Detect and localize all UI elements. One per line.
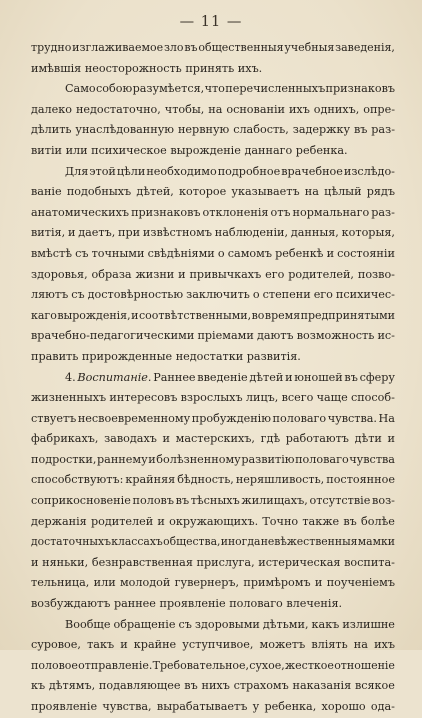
word: чувства, bbox=[102, 700, 152, 713]
word: ихъ bbox=[374, 638, 395, 652]
word: достаточныхъ bbox=[31, 535, 111, 549]
word: что bbox=[204, 82, 225, 96]
word: ляютъ bbox=[31, 288, 69, 302]
word: на bbox=[304, 185, 319, 199]
word: болѣзненному bbox=[156, 452, 241, 466]
word: чтобы, bbox=[164, 102, 205, 116]
word: дѣтей, bbox=[136, 185, 174, 199]
word: обращеніе bbox=[113, 617, 176, 631]
word: данныя, bbox=[290, 226, 339, 240]
word: къ bbox=[31, 679, 46, 693]
word: даетъ, bbox=[78, 226, 116, 240]
word: Воспитаніе. bbox=[77, 370, 152, 384]
word: предпринятыми bbox=[300, 308, 395, 322]
text-line bbox=[31, 676, 395, 697]
word: анатомическихъ bbox=[31, 205, 130, 219]
word: психическое bbox=[91, 143, 167, 157]
word: наблюденіи, bbox=[214, 226, 289, 240]
word: и bbox=[148, 452, 156, 466]
page-body-text bbox=[31, 38, 395, 718]
word: такъ bbox=[87, 638, 115, 652]
word: несвоевременному bbox=[77, 411, 191, 425]
text-line bbox=[31, 450, 395, 471]
word: взрослыхъ bbox=[180, 391, 243, 405]
word: основаніи bbox=[226, 102, 285, 116]
word: можетъ bbox=[259, 638, 306, 652]
word: ис- bbox=[377, 329, 395, 343]
word: подавляющее bbox=[98, 679, 181, 693]
word: Точно bbox=[262, 514, 299, 528]
word: дѣлить bbox=[31, 123, 72, 137]
word: уступчивое, bbox=[182, 638, 254, 652]
page-number: — 11 — bbox=[179, 14, 243, 30]
word: сферу bbox=[359, 370, 395, 384]
word: задержку bbox=[292, 123, 351, 137]
word: привычкахъ bbox=[189, 267, 262, 281]
word: нихъ bbox=[201, 679, 230, 693]
word: неряшливость, bbox=[235, 473, 325, 487]
word: общественныя bbox=[198, 41, 284, 54]
word: дѣти bbox=[354, 432, 382, 446]
word: Для bbox=[65, 164, 89, 178]
word: отправленіе. bbox=[78, 658, 153, 672]
word: врачебно-педагогическими bbox=[31, 329, 195, 343]
word: половое bbox=[31, 658, 78, 672]
word: крайняя bbox=[125, 473, 176, 487]
word: имѣвшія bbox=[31, 61, 82, 75]
word: врачебное bbox=[281, 164, 343, 178]
word: соприкосновеніе bbox=[31, 494, 131, 508]
word: всего bbox=[281, 391, 314, 405]
word: даютъ bbox=[256, 329, 294, 343]
text-line bbox=[31, 615, 395, 636]
text-line bbox=[31, 59, 395, 80]
word: ихъ. bbox=[237, 61, 263, 75]
word: здоровыми bbox=[194, 617, 260, 631]
word: раз- bbox=[371, 205, 395, 219]
word: развитія. bbox=[246, 349, 301, 363]
word: слабость, bbox=[233, 123, 289, 137]
word: способ- bbox=[350, 391, 395, 405]
word: сухое, bbox=[249, 658, 285, 672]
word: суровое, bbox=[31, 638, 81, 652]
word: излишне bbox=[342, 617, 395, 631]
word: проявленіе bbox=[159, 597, 226, 611]
text-line bbox=[31, 388, 395, 409]
word: возбуждаютъ bbox=[31, 597, 111, 611]
word: тельница, bbox=[31, 576, 90, 590]
word: дѣтямъ, bbox=[48, 679, 96, 693]
word: время bbox=[264, 308, 301, 322]
word: воспита- bbox=[344, 555, 395, 569]
word: влеченія. bbox=[286, 597, 343, 611]
word: даннаго bbox=[244, 143, 293, 157]
word: мамки bbox=[357, 535, 395, 549]
word: и bbox=[178, 267, 186, 281]
word: здоровья, bbox=[31, 267, 88, 281]
word: которыя, bbox=[341, 226, 395, 240]
word: ребенка, bbox=[264, 700, 317, 713]
word: гдѣ bbox=[260, 432, 281, 446]
word: и bbox=[31, 555, 39, 569]
word: подробное bbox=[217, 164, 281, 178]
word: 4. bbox=[65, 370, 76, 384]
text-line bbox=[31, 573, 395, 594]
word: самомъ bbox=[227, 246, 272, 260]
word: унаслѣдованную bbox=[75, 123, 175, 137]
word: въ bbox=[184, 679, 198, 693]
word: его bbox=[313, 288, 333, 302]
word: фабрикахъ, bbox=[31, 432, 99, 446]
word: отсутствіе bbox=[309, 494, 371, 508]
word: прислуга, bbox=[196, 555, 255, 569]
word: витія, bbox=[31, 226, 66, 240]
word: цѣли bbox=[116, 164, 146, 178]
word: недостаточно, bbox=[75, 102, 161, 116]
word: жилищахъ, bbox=[241, 494, 308, 508]
word: въ bbox=[344, 370, 358, 384]
word: вліять bbox=[311, 638, 348, 652]
word: возможность bbox=[296, 329, 375, 343]
word: крайне bbox=[133, 638, 177, 652]
word: вырожденіе bbox=[170, 143, 241, 157]
word: способствуютъ: bbox=[31, 473, 124, 487]
word: подобныхъ bbox=[66, 185, 132, 199]
word: болѣе bbox=[360, 514, 395, 528]
word: какъ bbox=[311, 617, 340, 631]
word: мастерскихъ, bbox=[175, 432, 255, 446]
text-line bbox=[31, 265, 395, 286]
word: прирожденные bbox=[81, 349, 173, 363]
word: жизненныхъ bbox=[31, 391, 107, 405]
word: классахъ bbox=[111, 535, 163, 549]
word: няньки, bbox=[42, 555, 89, 569]
text-line bbox=[31, 635, 395, 656]
word: необходимо bbox=[146, 164, 217, 178]
text-line bbox=[31, 594, 395, 615]
word: далеко bbox=[31, 102, 73, 116]
word: въ bbox=[343, 514, 357, 528]
word: отъ bbox=[270, 205, 291, 219]
word: ребенкѣ bbox=[275, 246, 324, 260]
word: въ bbox=[184, 41, 198, 54]
word: неосторожность bbox=[84, 61, 182, 75]
word: степени bbox=[262, 288, 311, 302]
word: принять bbox=[185, 61, 235, 75]
word: отклоненія bbox=[202, 205, 269, 219]
text-line bbox=[31, 285, 395, 306]
word: недостатки bbox=[175, 349, 244, 363]
word: пробужденію bbox=[191, 411, 271, 425]
word: съ bbox=[178, 617, 192, 631]
word: указываетъ bbox=[231, 185, 300, 199]
word: примѣромъ bbox=[243, 576, 311, 590]
word: и bbox=[131, 308, 139, 322]
word: или bbox=[65, 143, 88, 157]
word: которое bbox=[179, 185, 227, 199]
word: признаковъ bbox=[325, 82, 395, 96]
text-line bbox=[31, 38, 395, 59]
word: половаго bbox=[295, 452, 349, 466]
word: Раннее bbox=[153, 370, 196, 384]
word: жизни bbox=[135, 267, 175, 281]
word: и bbox=[157, 514, 165, 528]
word: съ bbox=[71, 288, 85, 302]
text-line bbox=[31, 223, 395, 244]
word: съ bbox=[75, 246, 89, 260]
text-line bbox=[31, 512, 395, 533]
word: трудно bbox=[31, 41, 72, 54]
text-line bbox=[31, 697, 395, 718]
word: дѣтьми, bbox=[262, 617, 309, 631]
word: заведенія, bbox=[335, 41, 395, 54]
text-line bbox=[31, 100, 395, 121]
text-line bbox=[31, 306, 395, 327]
word: половаго bbox=[229, 597, 283, 611]
word: опре- bbox=[363, 102, 395, 116]
word: ваніе bbox=[31, 185, 62, 199]
word: лицъ, bbox=[245, 391, 279, 405]
word: пріемами bbox=[197, 329, 254, 343]
text-line bbox=[31, 470, 395, 491]
word: и bbox=[387, 432, 395, 446]
word: наказанія bbox=[292, 679, 352, 693]
word: извѣстномъ bbox=[142, 226, 212, 240]
word: признаковъ bbox=[131, 205, 201, 219]
word: на bbox=[208, 102, 223, 116]
word: и bbox=[162, 432, 170, 446]
text-line bbox=[31, 491, 395, 512]
word: интересовъ bbox=[109, 391, 178, 405]
word: раз- bbox=[371, 123, 395, 137]
word: общества, bbox=[163, 535, 221, 549]
word: вырабатываетъ bbox=[156, 700, 248, 713]
text-line bbox=[31, 182, 395, 203]
word: достовѣрностью bbox=[87, 288, 184, 302]
word: раннему bbox=[97, 452, 148, 466]
word: страхомъ bbox=[233, 679, 289, 693]
word: о bbox=[252, 288, 260, 302]
word: раннее bbox=[113, 597, 156, 611]
word: половаго bbox=[272, 411, 327, 425]
word: держанія bbox=[31, 514, 87, 528]
word: чувства bbox=[349, 452, 395, 466]
text-line bbox=[31, 141, 395, 162]
word: бѣдность, bbox=[177, 473, 234, 487]
word: подростки, bbox=[31, 452, 97, 466]
word: изглаживаемое bbox=[72, 41, 164, 54]
word: позво- bbox=[357, 267, 395, 281]
word: на bbox=[353, 638, 368, 652]
word: однихъ, bbox=[313, 102, 360, 116]
word: развитію bbox=[241, 452, 295, 466]
word: заводахъ bbox=[104, 432, 157, 446]
word: у bbox=[252, 700, 260, 713]
word: и bbox=[285, 370, 293, 384]
word: гувернеръ, bbox=[174, 576, 240, 590]
word: чаще bbox=[316, 391, 348, 405]
word: работаютъ bbox=[285, 432, 349, 446]
text-line bbox=[31, 409, 395, 430]
word: заключить bbox=[186, 288, 250, 302]
word: постоянное bbox=[326, 473, 395, 487]
word: и bbox=[326, 246, 335, 260]
word: окружающихъ. bbox=[169, 514, 259, 528]
word: жесткое bbox=[285, 658, 334, 672]
word: родителей, bbox=[288, 267, 354, 281]
text-line bbox=[31, 326, 395, 347]
word: вмѣстѣ bbox=[31, 246, 72, 260]
word: каго bbox=[31, 308, 57, 322]
text-line bbox=[31, 120, 395, 141]
word: въ bbox=[353, 123, 368, 137]
word: безнравственная bbox=[91, 555, 193, 569]
word: этой bbox=[89, 164, 116, 178]
word: половъ bbox=[132, 494, 174, 508]
word: ребенка. bbox=[295, 143, 348, 157]
text-line bbox=[31, 532, 395, 553]
word: Требовательное, bbox=[152, 658, 250, 672]
word: хорошо bbox=[321, 700, 366, 713]
text-line bbox=[31, 203, 395, 224]
text-line bbox=[31, 429, 395, 450]
word: состояніи bbox=[337, 246, 395, 260]
word: разумѣется, bbox=[132, 82, 205, 96]
word: невѣжественныя bbox=[260, 535, 358, 549]
word: Вообще bbox=[65, 617, 111, 631]
word: при bbox=[118, 226, 141, 240]
word: истерическая bbox=[258, 555, 341, 569]
text-line bbox=[31, 347, 395, 368]
word: дѣтей bbox=[249, 370, 284, 384]
word: молодой bbox=[119, 576, 171, 590]
word: точными bbox=[91, 246, 145, 260]
word: цѣлый bbox=[324, 185, 362, 199]
text-line bbox=[31, 368, 395, 389]
word: вырожденія, bbox=[57, 308, 131, 322]
word: поученіемъ bbox=[326, 576, 395, 590]
text-line bbox=[31, 656, 395, 677]
word: всякое bbox=[354, 679, 395, 693]
word: его bbox=[265, 267, 285, 281]
word: въ bbox=[175, 494, 190, 508]
word: ода- bbox=[370, 700, 395, 713]
word: родителей bbox=[90, 514, 154, 528]
word: ихъ bbox=[288, 102, 310, 116]
word: чувства. bbox=[327, 411, 377, 425]
word: Само bbox=[65, 82, 96, 96]
word: проявленіе bbox=[31, 700, 98, 713]
word: перечисленныхъ bbox=[225, 82, 326, 96]
word: отношеніе bbox=[334, 658, 395, 672]
word: воз- bbox=[372, 494, 395, 508]
word: зло bbox=[163, 41, 184, 54]
word: нормальнаго bbox=[292, 205, 370, 219]
word: психичес- bbox=[335, 288, 395, 302]
word: также bbox=[302, 514, 340, 528]
text-line bbox=[31, 553, 395, 574]
word: введеніе bbox=[197, 370, 248, 384]
word: править bbox=[31, 349, 79, 363]
word: соотвѣтственными, bbox=[138, 308, 252, 322]
text-line bbox=[31, 79, 395, 100]
word: иногда bbox=[220, 535, 261, 549]
word: о bbox=[217, 246, 225, 260]
word: рядъ bbox=[366, 185, 395, 199]
word: На bbox=[378, 411, 395, 425]
word: во bbox=[251, 308, 265, 322]
word: ствуетъ bbox=[31, 411, 77, 425]
word: учебныя bbox=[284, 41, 335, 54]
word: изслѣдо- bbox=[343, 164, 395, 178]
text-line bbox=[31, 244, 395, 265]
word: и bbox=[120, 638, 128, 652]
word: и bbox=[314, 576, 323, 590]
word: образа bbox=[91, 267, 132, 281]
word: собою bbox=[96, 82, 133, 96]
word: и bbox=[67, 226, 76, 240]
word: или bbox=[93, 576, 116, 590]
word: свѣдѣніями bbox=[147, 246, 215, 260]
word: нервную bbox=[177, 123, 230, 137]
word: тѣсныхъ bbox=[190, 494, 240, 508]
text-line bbox=[31, 162, 395, 183]
word: юношей bbox=[294, 370, 343, 384]
word: витіи bbox=[31, 143, 62, 157]
